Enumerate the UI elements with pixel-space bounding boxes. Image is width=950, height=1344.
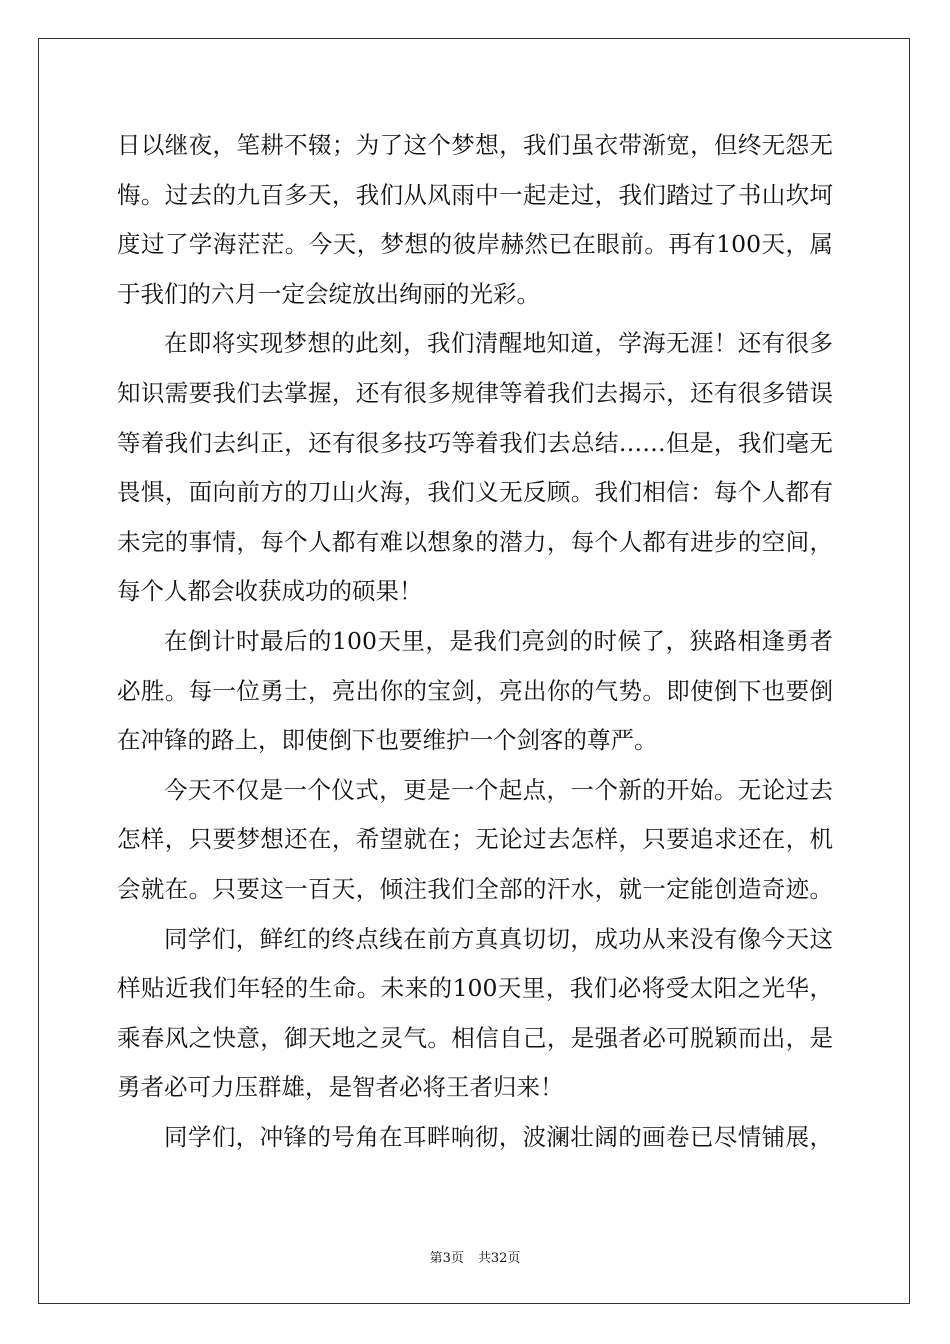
text-line: 畏惧，面向前方的刀山火海，我们义无反顾。我们相信：每个人都有 xyxy=(117,478,833,507)
text-line: 乘春风之快意，御天地之灵气。相信自己，是强者必可脱颖而出，是 xyxy=(117,1023,833,1052)
text-line: 度过了学海茫茫。今天，梦想的彼岸赫然已在眼前。再有100天，属 xyxy=(117,230,833,259)
document-body xyxy=(117,121,833,1162)
paragraph-start-line: 在即将实现梦想的此刻，我们清醒地知道，学海无涯！还有很多 xyxy=(164,329,833,358)
page-total: 共32页 xyxy=(477,1251,521,1266)
page-number: 第3页 xyxy=(429,1251,464,1266)
paragraph-start-line: 今天不仅是一个仪式，更是一个起点，一个新的开始。无论过去 xyxy=(164,775,833,804)
text-line: 样贴近我们年轻的生命。未来的100天里，我们必将受太阳之光华， xyxy=(117,974,833,1003)
text-line: 会就在。只要这一百天，倾注我们全部的汗水，就一定能创造奇迹。 xyxy=(117,874,833,903)
text-line: 未完的事情，每个人都有难以想象的潜力，每个人都有进步的空间， xyxy=(117,527,833,556)
text-line: 知识需要我们去掌握，还有很多规律等着我们去揭示，还有很多错误 xyxy=(117,378,833,407)
text-line: 勇者必可力压群雄，是智者必将王者归来！ xyxy=(117,1073,564,1102)
paragraph-start-line: 同学们，冲锋的号角在耳畔响彻，波澜壮阔的画卷已尽情铺展， xyxy=(164,1122,833,1151)
text-line: 日以继夜，笔耕不辍；为了这个梦想，我们虽衣带渐宽，但终无怨无 xyxy=(117,131,833,159)
page-footer xyxy=(0,1247,950,1266)
text-line: 在冲锋的路上，即使倒下也要维护一个剑客的尊严。 xyxy=(117,726,658,755)
text-line: 于我们的六月一定会绽放出绚丽的光彩。 xyxy=(117,279,540,308)
text-line: 必胜。每一位勇士，亮出你的宝剑，亮出你的气势。即使倒下也要倒 xyxy=(117,676,833,705)
text-line: 等着我们去纠正，还有很多技巧等着我们去总结……但是，我们毫无 xyxy=(117,428,833,457)
paragraph-start-line: 同学们，鲜红的终点线在前方真真切切，成功从来没有像今天这 xyxy=(164,924,833,953)
paragraph-start-line: 在倒计时最后的100天里，是我们亮剑的时候了，狭路相逢勇者 xyxy=(164,626,833,655)
text-line: 每个人都会收获成功的硕果！ xyxy=(117,577,423,606)
text-line: 怎样，只要梦想还在，希望就在；无论过去怎样，只要追求还在，机 xyxy=(117,825,833,854)
text-line: 悔。过去的九百多天，我们从风雨中一起走过，我们踏过了书山坎坷 xyxy=(117,180,833,209)
